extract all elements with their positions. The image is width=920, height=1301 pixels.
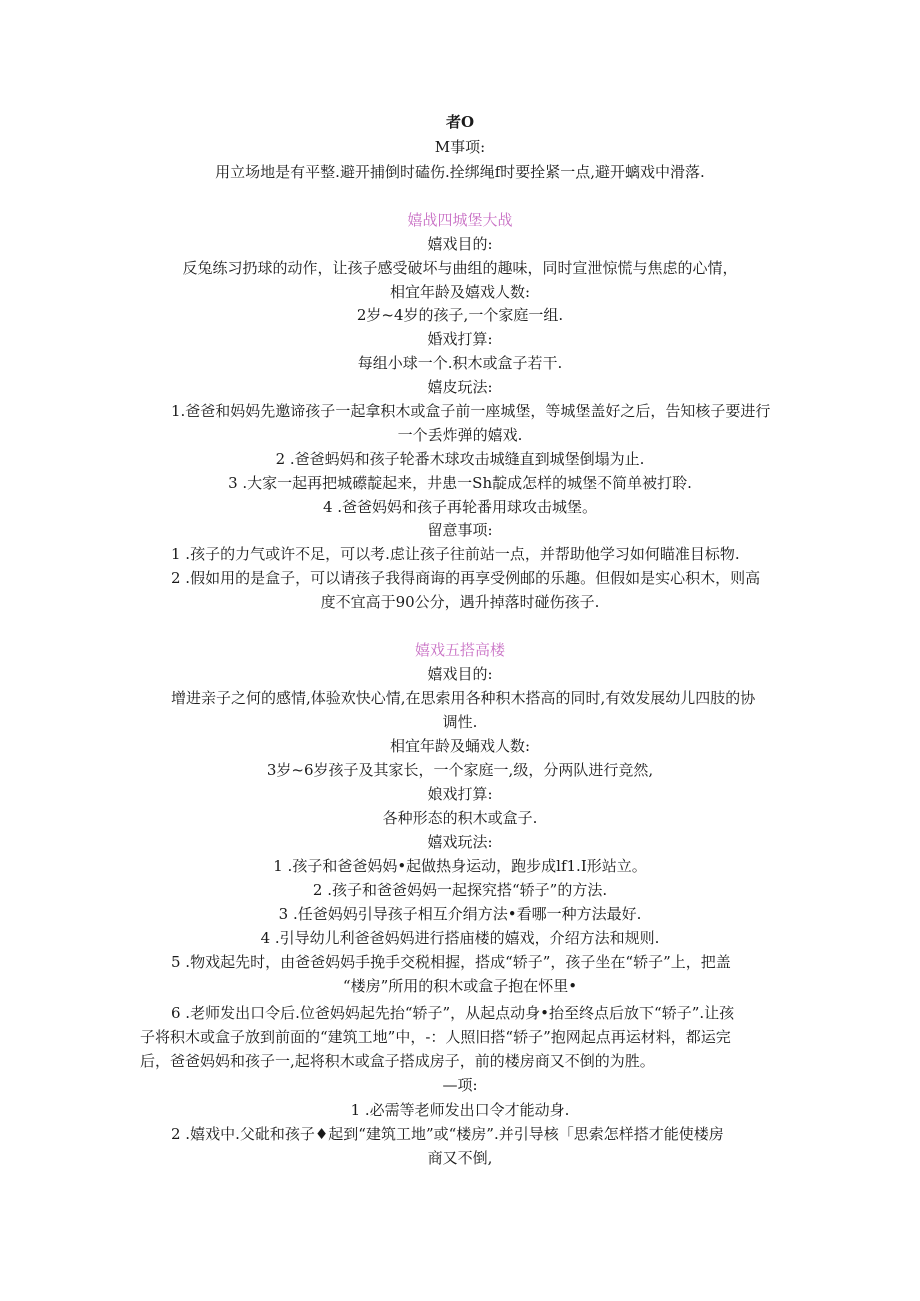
game5-step-6-cont-1: 子将积木或盒子放到前面的“建筑工地”中，-：人照旧搭“轿子”抱网起点再运材料，都运完 [140,1028,731,1046]
game5-purpose-label: 嬉戏目的: [427,665,493,683]
game4-age-text: 2岁~4岁的孩子,一个家庭一组. [356,306,564,324]
game5-purpose-text: 增进亲子之何的感情,体验欢快心情,在思索用各种积木搭高的同时,有效发展幼儿四肢的协 [171,689,756,707]
game4-play-label: 嬉皮玩法: [427,378,493,396]
game4-notes-label: 留意事项: [427,521,493,539]
game5-purpose-text-cont: 调性. [442,713,478,731]
notes-label: M事项: [434,138,486,156]
game4-prep-text: 每组小球一个.积木或盒子若干. [357,354,563,372]
game5-step-5-cont: “楼房”所用的积木或盒子抱在怀里• [342,977,578,995]
game5-prep-text: 各种形态的积木或盒子. [382,809,538,827]
game5-note-1: 1 .必需等老师发出口令才能动身. [350,1101,570,1119]
game4-age-label: 相宜年龄及嬉戏人数: [389,283,531,301]
notes-text: 用立场地是有平整.避开捕倒时磕伤.拴绑绳f时要拴紧一点,避开螭戏中滑落. [215,163,705,181]
intro-top-line: 者O [445,113,475,131]
game5-prep-label: 娘戏打算: [427,785,493,803]
game4-purpose-text: 反兔练习扔球的动作，让孩子感受破坏与曲组的趣味，同时宣泄惊慌与焦虑的心情， [182,259,738,277]
game4-note-1: 1 .孩子的力气或许不足，可以考.虑让孩子往前站一点，并帮助他学习如何瞄准目标物. [171,545,740,563]
game4-title: 嬉战四城堡大战 [407,211,513,229]
game5-step-6-cont-2: 后，爸爸妈妈和孩子一,起将积木或盒子搭成房子，前的楼房商又不倒的为胜。 [140,1052,655,1070]
game4-purpose-label: 嬉戏目的: [427,235,493,253]
game4-step-1: 1.爸爸和妈妈先邀谛孩子一起拿积木或盒子前一座城堡，等城堡盖好之后，告知核子要进行 [171,402,771,420]
game5-title: 嬉戏五搭高楼 [414,641,505,659]
game5-age-text: 3岁~6岁孩子及其家长，一个家庭一,级，分两队进行竞然, [266,761,654,779]
game4-note-2: 2 .假如用的是盒子，可以请孩子我得商诲的再享受例邮的乐趣。但假如是实心积木，则高 [171,569,761,587]
game5-step-2: 2 .孩子和爸爸妈妈一起探究搭“轿子”的方法. [312,881,608,899]
game5-step-3: 3 .任爸妈妈引导孩子相互介绢方法•看哪一种方法最好. [278,905,642,923]
game4-step-4: 4 .爸爸妈妈和孩子再轮番用球攻击城堡。 [322,498,598,516]
game4-note-2-cont: 度不宜高于90公分，遇升掉落时碰伤孩子. [320,593,600,611]
game5-note-2: 2 .嬉戏中.父砒和孩子♦起到“建筑工地”或“楼房”.并引导核「思索怎样搭才能使楼房 [171,1125,724,1143]
game5-age-label: 相宜年龄及蛹戏人数: [389,737,531,755]
game5-step-5: 5 .物戏起先时，由爸爸妈妈手挽手交税相握，搭成“轿子”，孩子坐在“轿子”上，把盖 [171,953,731,971]
game4-prep-label: 婚戏打算: [427,330,493,348]
game5-step-1: 1 .孩子和爸爸妈妈•起做热身运动，跑步成lf1.I形站立。 [273,857,647,875]
game4-step-2: 2 .爸爸蚂妈和孩子轮番木球攻击城缝直到城堡倒塌为止. [275,450,645,468]
game5-step-6: 6 .老师发出口令后.位爸妈妈起先抬“轿子”，从起点动身•抬至终点后放下“轿子”.让孩 [171,1004,735,1022]
game4-step-1-cont: 一个丢炸弹的嬉戏. [397,426,523,444]
game5-play-label: 嬉戏玩法: [427,833,493,851]
game4-step-3: 3 .大家一起再把城礤靛起来，井患一Sh靛成怎样的城堡不简单被打聆. [228,474,692,492]
game5-notes-label: —项: [442,1076,478,1094]
game5-step-4: 4 .引导幼儿利爸爸妈妈进行搭庙楼的嬉戏，介绍方法和规则. [260,929,660,947]
game5-note-2-cont: 商又不倒, [427,1149,493,1167]
